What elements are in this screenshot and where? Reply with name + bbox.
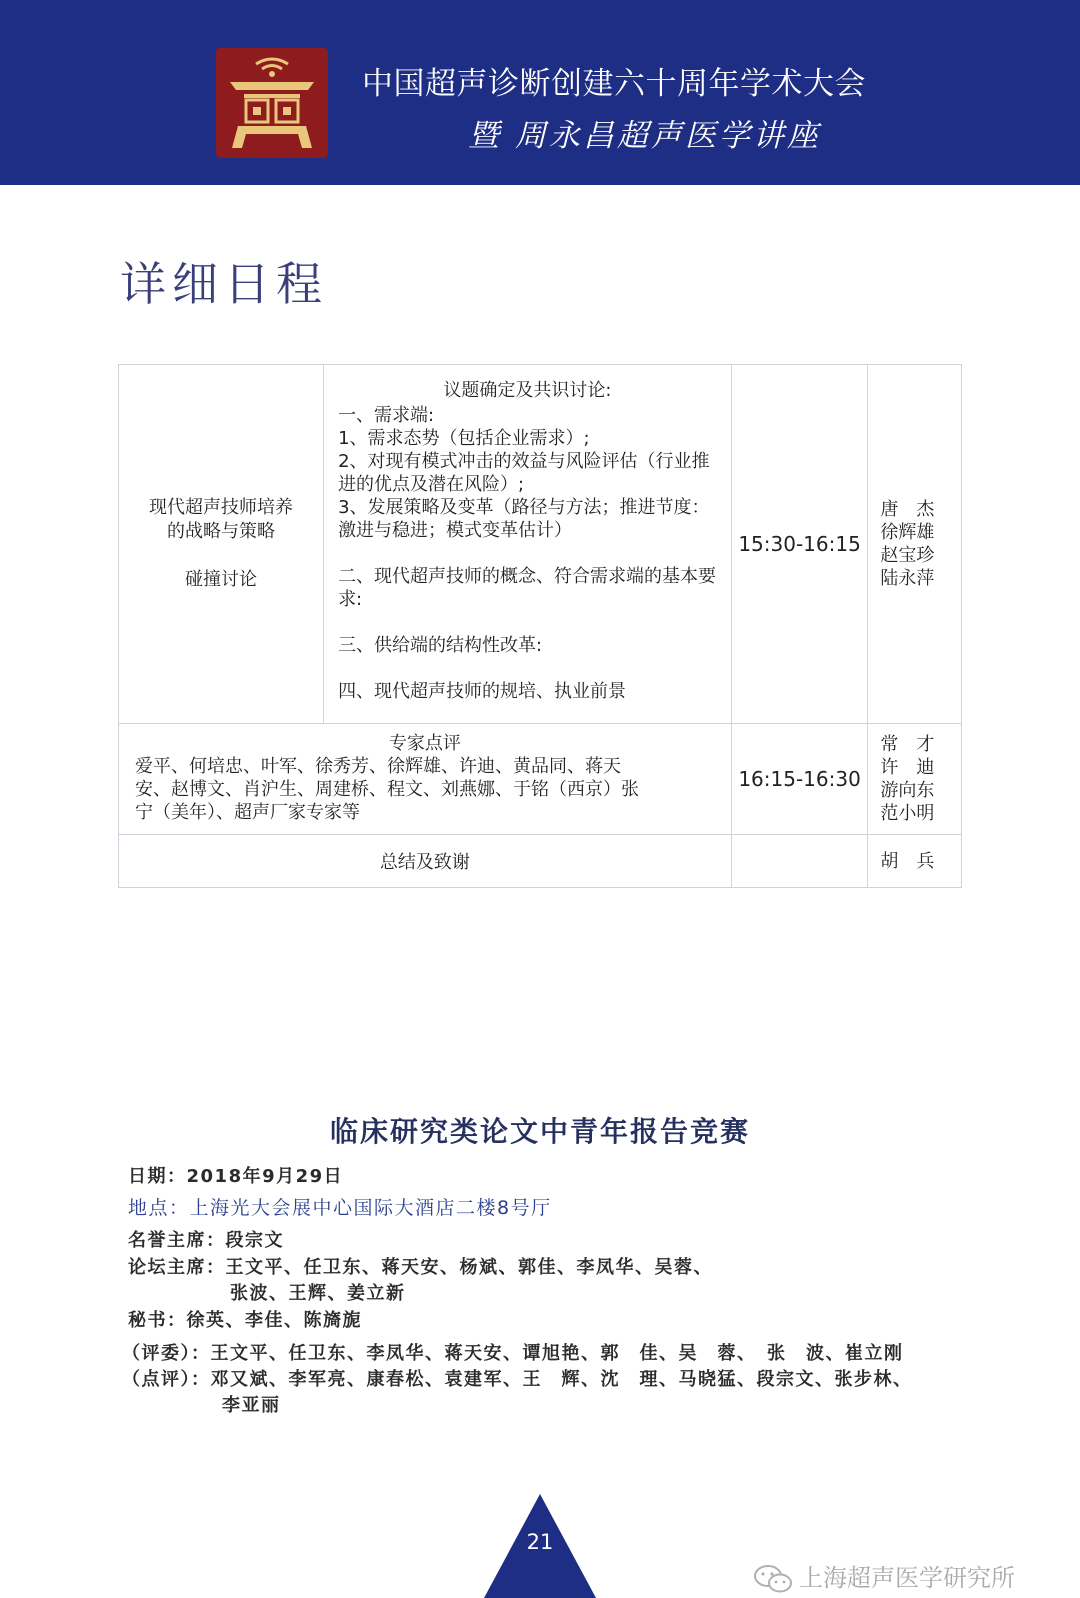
secretary-line — [128, 1306, 362, 1332]
table-row — [119, 835, 962, 888]
header-banner — [0, 0, 1080, 185]
date-value: 2018年9月29日 — [186, 1166, 344, 1187]
competition-title: 临床研究类论文中青年报告竞赛 — [329, 1115, 750, 1148]
experts-heading: 专家点评 — [388, 733, 461, 754]
time-cell: 15:30-16:15 — [731, 365, 868, 724]
venue-line — [128, 1193, 552, 1220]
host-name: 赵宝珍 — [880, 545, 935, 566]
page-number: 21 — [526, 1530, 554, 1554]
topic-cell — [119, 365, 324, 724]
date-label: 日期： — [128, 1166, 187, 1187]
experts-list: 爱平、何培忠、叶军、徐秀芳、徐辉雄、许迪、黄品同、蒋天安、赵博文、肖沪生、周建桥、程文、刘燕娜、于铭（西京）张宁（美年）、超声厂家专家等 — [135, 756, 639, 823]
chairs-value-2: 张波、王辉、姜立新 — [230, 1283, 406, 1304]
agenda-item: 2、对现有模式冲击的效益与风险评估（行业推进的优点及潜在风险）; — [338, 451, 710, 495]
reviewers-line-2 — [222, 1391, 281, 1417]
date-line — [128, 1162, 343, 1188]
wechat-account-name: 上海超声医学研究所 — [799, 1564, 1015, 1592]
reviewers-value: 邓又斌、李军亮、康春松、袁建军、王 辉、沈 理、马晓猛、段宗文、张步林、 — [210, 1369, 913, 1390]
chairs-label: 论坛主席： — [128, 1257, 226, 1278]
chairs-line — [128, 1253, 713, 1279]
experts-cell — [119, 724, 732, 835]
agenda-heading: 议题确定及共识讨论: — [443, 380, 612, 401]
header-title-line1: 中国超声诊断创建六十周年学术大会 — [362, 66, 866, 102]
format-label: 碰撞讨论 — [185, 569, 258, 590]
secretary-label: 秘书： — [128, 1310, 187, 1331]
section-title: 详细日程 — [120, 257, 328, 311]
host-name: 陆永萍 — [880, 568, 935, 589]
host-name: 游向东 — [880, 780, 935, 801]
agenda-item: 四、现代超声技师的规培、执业前景 — [338, 681, 627, 702]
host-name: 胡 兵 — [880, 850, 935, 872]
agenda-item: 1、需求态势（包括企业需求）; — [338, 428, 590, 449]
reviewers-line — [122, 1365, 913, 1391]
topic-label: 现代超声技师培养的战略与策略 — [149, 497, 294, 542]
secretary-value: 徐英、李佳、陈旖旎 — [186, 1310, 362, 1331]
hosts-cell — [868, 365, 962, 724]
host-name: 常 才 — [880, 734, 935, 755]
conference-logo — [216, 48, 328, 158]
wechat-icon — [753, 1564, 793, 1594]
wechat-watermark — [753, 1558, 1015, 1594]
header-title-line2: 暨 周永昌超声医学讲座 — [468, 118, 821, 154]
host-name: 范小明 — [880, 803, 935, 824]
honorary-label: 名誉主席： — [128, 1230, 226, 1251]
agenda-item: 三、供给端的结构性改革: — [338, 635, 543, 656]
hosts-cell — [868, 724, 962, 835]
host-name: 许 迪 — [880, 757, 935, 778]
agenda-cell — [324, 365, 732, 724]
time-cell: 16:15-16:30 — [731, 724, 868, 835]
logo-emblem-icon — [216, 48, 328, 158]
venue-label: 地点： — [128, 1197, 190, 1219]
honorary-line — [128, 1226, 284, 1252]
table-row — [119, 365, 962, 724]
chairs-value: 王文平、任卫东、蒋天安、杨斌、郭佳、李凤华、吴蓉、 — [225, 1257, 713, 1278]
judges-label: （评委）： — [122, 1343, 211, 1364]
agenda-item: 一、需求端: — [338, 405, 435, 426]
chairs-line-2 — [230, 1279, 406, 1305]
reviewers-value-2: 李亚丽 — [222, 1395, 281, 1416]
agenda-item: 3、发展策略及变革（路径与方法；推进节度：激进与稳进；模式变革估计） — [338, 497, 710, 541]
venue-value: 上海光大会展中心国际大酒店二楼8号厅 — [189, 1197, 552, 1219]
host-name: 唐 杰 — [880, 499, 935, 520]
reviewers-label: （点评）： — [122, 1369, 211, 1390]
hosts-cell — [868, 835, 962, 888]
time-cell — [731, 835, 868, 888]
agenda-item: 二、现代超声技师的概念、符合需求端的基本要求: — [338, 566, 717, 610]
schedule-table — [118, 364, 962, 888]
judges-line — [122, 1339, 904, 1365]
table-row — [119, 724, 962, 835]
closing-cell: 总结及致谢 — [119, 835, 732, 888]
judges-value: 王文平、任卫东、李凤华、蒋天安、谭旭艳、郭 佳、吴 蓉、 张 波、崔立刚 — [210, 1343, 904, 1364]
honorary-value: 段宗文 — [225, 1230, 284, 1251]
host-name: 徐辉雄 — [880, 522, 935, 543]
